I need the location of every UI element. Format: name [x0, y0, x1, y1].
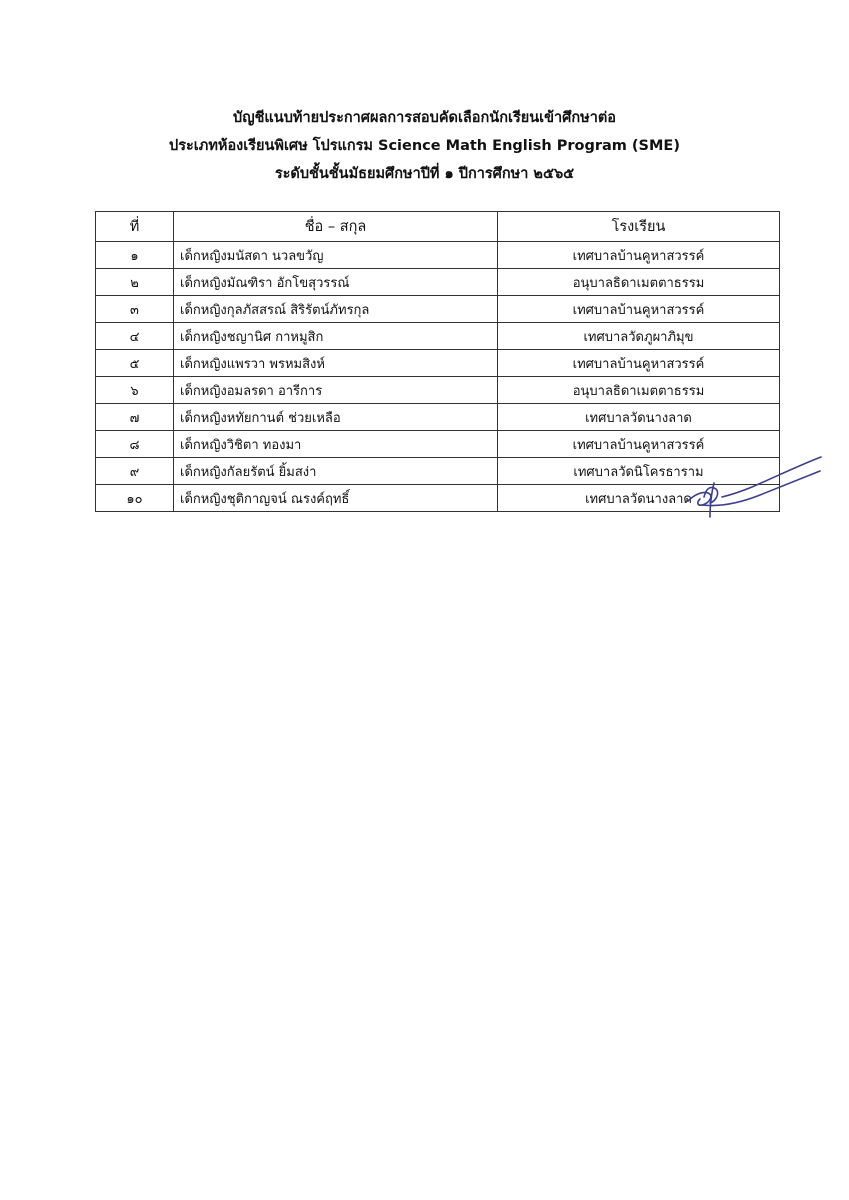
column-header-name: ชื่อ – สกุล [174, 212, 498, 242]
student-name: เด็กหญิงชุติกาญจน์ ณรงค์ฤทธิ์ [174, 485, 498, 512]
row-number: ๓ [96, 296, 174, 323]
table-header-row [96, 212, 780, 242]
table-row [96, 269, 780, 296]
student-name: เด็กหญิงวิชิตา ทองมา [174, 431, 498, 458]
column-header-no: ที่ [96, 212, 174, 242]
school-name: เทศบาลบ้านคูหาสวรรค์ [498, 350, 780, 377]
table-row [96, 323, 780, 350]
student-name: เด็กหญิงมัณฑิรา อักโขสุวรรณ์ [174, 269, 498, 296]
title-line-1: บัญชีแนบท้ายประกาศผลการสอบคัดเลือกนักเรียนเข้าศึกษาต่อ [233, 110, 616, 126]
school-name: เทศบาลวัดนิโครธาราม [498, 458, 780, 485]
row-number: ๖ [96, 377, 174, 404]
row-number: ๔ [96, 323, 174, 350]
table-row [96, 242, 780, 269]
school-name: เทศบาลวัดนางลาด [498, 404, 780, 431]
row-number: ๑๐ [96, 485, 174, 512]
table-row [96, 377, 780, 404]
row-number: ๙ [96, 458, 174, 485]
row-number: ๗ [96, 404, 174, 431]
student-name: เด็กหญิงชญานิศ กาหมูสิก [174, 323, 498, 350]
results-table [95, 211, 780, 512]
school-name: เทศบาลบ้านคูหาสวรรค์ [498, 431, 780, 458]
column-header-school: โรงเรียน [498, 212, 780, 242]
school-name: อนุบาลธิดาเมตตาธรรม [498, 377, 780, 404]
title-line-3: ระดับชั้นชั้นมัธยมศึกษาปีที่ ๑ ปีการศึกษา ๒๕๖๕ [274, 166, 575, 182]
row-number: ๘ [96, 431, 174, 458]
student-name: เด็กหญิงอมลรดา อารีการ [174, 377, 498, 404]
school-name: เทศบาลบ้านคูหาสวรรค์ [498, 296, 780, 323]
student-name: เด็กหญิงหทัยกานต์ ช่วยเหลือ [174, 404, 498, 431]
row-number: ๑ [96, 242, 174, 269]
student-name: เด็กหญิงมนัสดา นวลขวัญ [174, 242, 498, 269]
table-row [96, 404, 780, 431]
student-name: เด็กหญิงแพรวา พรหมสิงห์ [174, 350, 498, 377]
title-line-2: ประเภทห้องเรียนพิเศษ โปรแกรม Science Math English Program (SME) [169, 138, 680, 154]
table-row [96, 296, 780, 323]
table-row [96, 485, 780, 512]
row-number: ๕ [96, 350, 174, 377]
document-header [0, 104, 849, 188]
school-name: อนุบาลธิดาเมตตาธรรม [498, 269, 780, 296]
student-name: เด็กหญิงกัลยรัตน์ ยิ้มสง่า [174, 458, 498, 485]
table-row [96, 458, 780, 485]
school-name: เทศบาลวัดภูผาภิมุข [498, 323, 780, 350]
table-row [96, 350, 780, 377]
student-name: เด็กหญิงกุลภัสสรณ์ สิริรัตน์ภัทรกุล [174, 296, 498, 323]
school-name: เทศบาลบ้านคูหาสวรรค์ [498, 242, 780, 269]
school-name: เทศบาลวัดนางลาด [498, 485, 780, 512]
signature-icon [680, 455, 825, 520]
table-row [96, 431, 780, 458]
row-number: ๒ [96, 269, 174, 296]
